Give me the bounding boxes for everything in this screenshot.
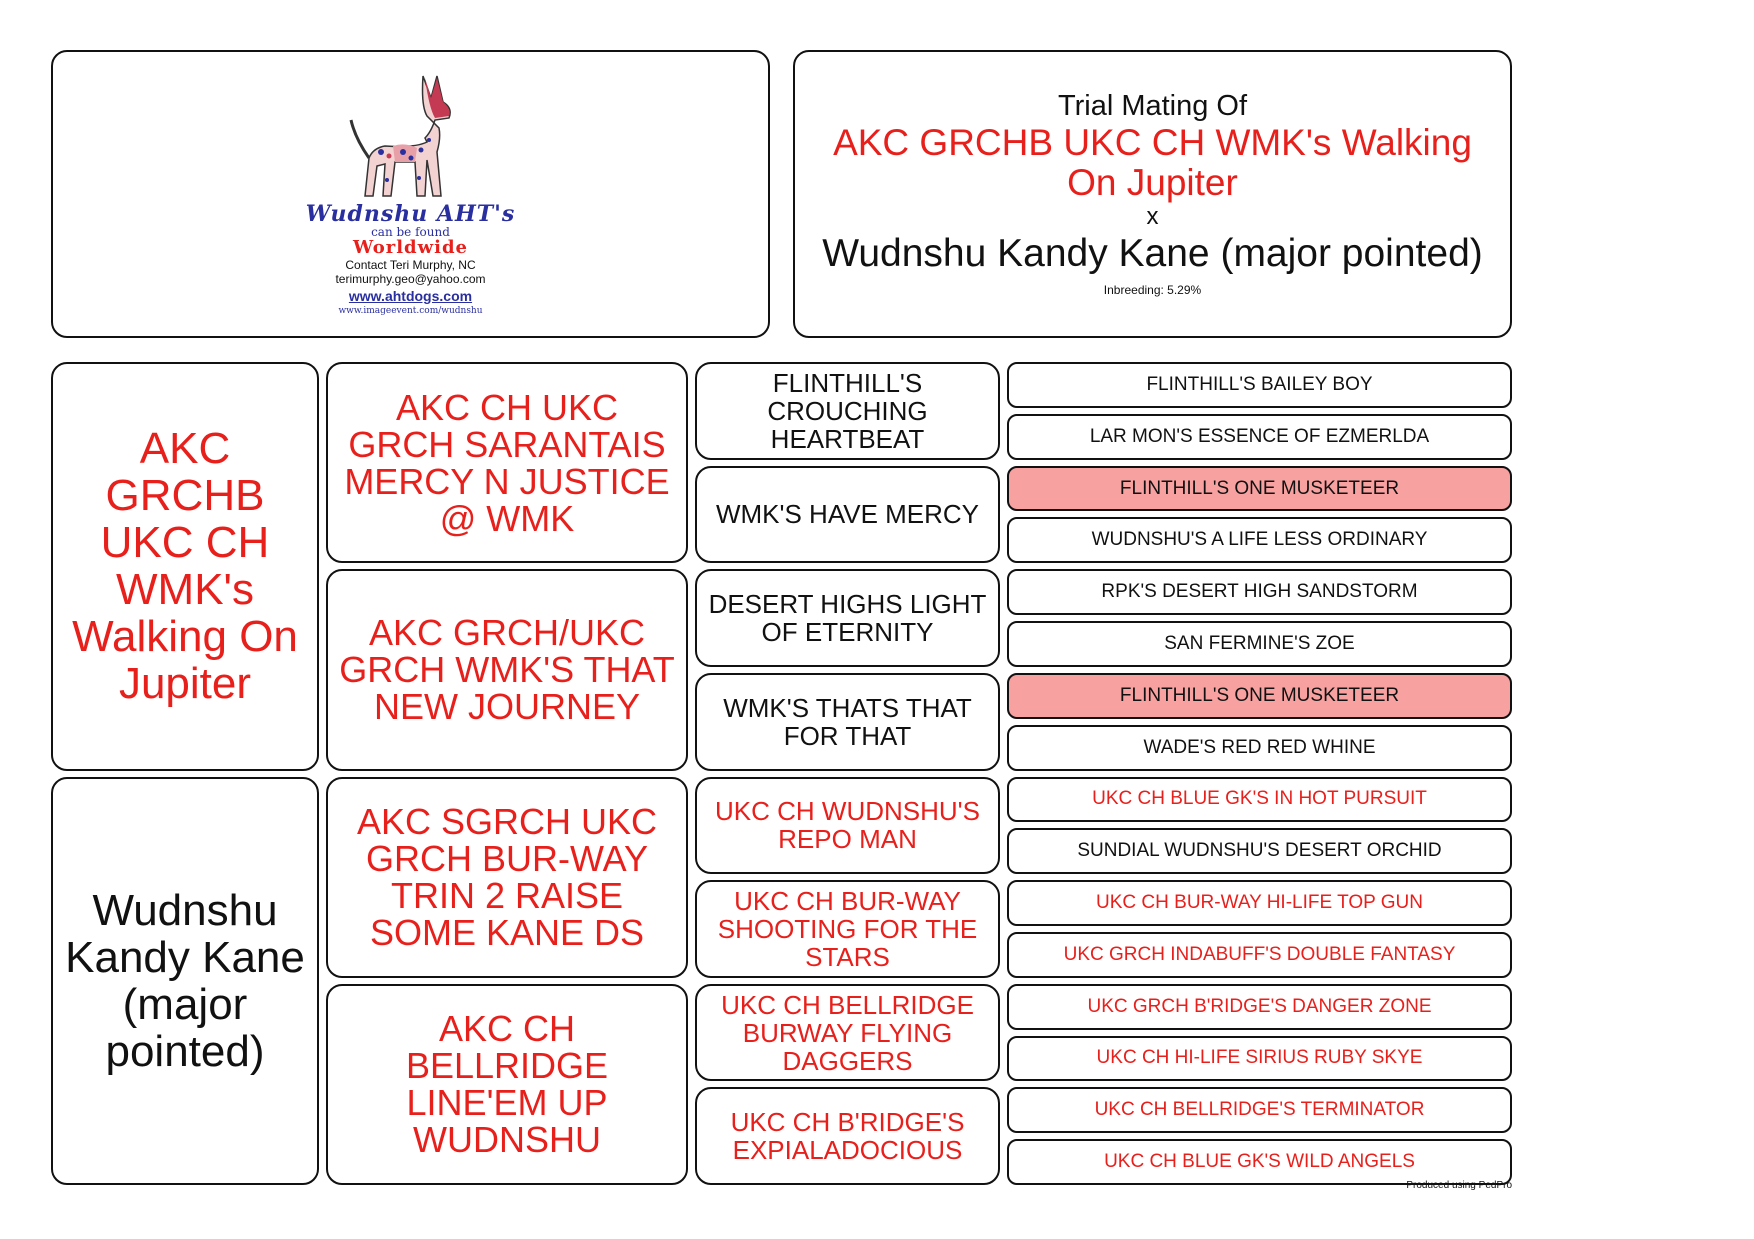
gen2-dog-name: AKC CH BELLRIDGE LINE'EM UP WUDNSHU bbox=[405, 1008, 609, 1161]
logo-website-link[interactable]: www.ahtdogs.com bbox=[348, 287, 473, 304]
gen1-dog-name: Wudnshu Kandy Kane (major pointed) bbox=[65, 885, 305, 1076]
gen4-dog-name: FLINTHILL'S ONE MUSKETEER bbox=[1119, 477, 1400, 499]
title-sire: AKC GRCHB UKC CH WMK's Walking On Jupiter bbox=[833, 122, 1472, 203]
kennel-logo bbox=[306, 68, 516, 317]
gen4-dog-box bbox=[1007, 1087, 1512, 1133]
logo-tagline: can be found bbox=[371, 224, 450, 239]
footer-credit: Produced using PedPro bbox=[1406, 1180, 1512, 1191]
dog-illustration bbox=[345, 68, 475, 208]
gen2-dog-name: AKC SGRCH UKC GRCH BUR-WAY TRIN 2 RAISE SOME KANE DS bbox=[356, 801, 658, 954]
gen4-dog-name: UKC CH HI-LIFE SIRIUS RUBY SKYE bbox=[1096, 1047, 1423, 1069]
gen4-dog-name: UKC CH BELLRIDGE'S TERMINATOR bbox=[1094, 1099, 1425, 1121]
gen4-dog-box bbox=[1007, 1139, 1512, 1185]
gen4-dog-name: UKC CH BLUE GK'S WILD ANGELS bbox=[1104, 1151, 1415, 1173]
gen4-dog-box bbox=[1007, 673, 1512, 719]
title-panel bbox=[793, 50, 1512, 338]
gen4-dog-box bbox=[1007, 777, 1512, 823]
gen4-dog-box bbox=[1007, 984, 1512, 1030]
gen4-dog-name: UKC CH BLUE GK'S IN HOT PURSUIT bbox=[1092, 788, 1427, 810]
gen3-dog-box bbox=[695, 466, 1000, 564]
gen4-dog-name: SAN FERMINE'S ZOE bbox=[1164, 632, 1355, 654]
gen1-dog-box bbox=[51, 777, 319, 1186]
gen3-dog-name: UKC CH B'RIDGE'S EXPIALADOCIOUS bbox=[730, 1107, 965, 1166]
title-prefix: Trial Mating Of bbox=[1057, 90, 1248, 122]
gen4-dog-box bbox=[1007, 569, 1512, 615]
gen4-dog-box bbox=[1007, 414, 1512, 460]
gen1-dog-box bbox=[51, 362, 319, 771]
gen3-dog-box bbox=[695, 1087, 1000, 1185]
logo-worldwide: Worldwide bbox=[352, 236, 468, 258]
logo-email: terimurphy.geo@yahoo.com bbox=[335, 271, 486, 286]
gen3-dog-box bbox=[695, 362, 1000, 460]
inbreeding-coefficient: Inbreeding: 5.29% bbox=[1103, 283, 1202, 297]
gen3-dog-name: WMK'S HAVE MERCY bbox=[715, 499, 980, 530]
gen2-dog-box bbox=[326, 984, 688, 1185]
gen4-dog-name: FLINTHILL'S BAILEY BOY bbox=[1146, 373, 1373, 395]
title-dam: Wudnshu Kandy Kane (major pointed) bbox=[822, 232, 1483, 275]
gen4-dog-name: RPK'S DESERT HIGH SANDSTORM bbox=[1101, 581, 1418, 603]
gen4-dog-box bbox=[1007, 621, 1512, 667]
title-cross: x bbox=[1146, 203, 1159, 230]
gen4-dog-box bbox=[1007, 466, 1512, 512]
gen4-dog-name: LAR MON'S ESSENCE OF EZMERLDA bbox=[1089, 425, 1430, 447]
gen4-dog-box bbox=[1007, 725, 1512, 771]
gen3-dog-name: DESERT HIGHS LIGHT OF ETERNITY bbox=[708, 589, 987, 648]
logo-contact: Contact Teri Murphy, NC bbox=[345, 257, 476, 272]
gen4-dog-box bbox=[1007, 880, 1512, 926]
gen4-dog-name: SUNDIAL WUDNSHU'S DESERT ORCHID bbox=[1077, 840, 1442, 862]
gen3-dog-name: WMK'S THATS THAT FOR THAT bbox=[723, 692, 972, 751]
gen3-dog-name: UKC CH BELLRIDGE BURWAY FLYING DAGGERS bbox=[721, 989, 974, 1076]
gen2-dog-box bbox=[326, 569, 688, 770]
logo-panel bbox=[51, 50, 770, 338]
gen4-dog-name: WADE'S RED RED WHINE bbox=[1143, 736, 1376, 758]
gen2-dog-name: AKC GRCH/UKC GRCH WMK'S THAT NEW JOURNEY bbox=[339, 612, 675, 728]
gen4-dog-name: UKC GRCH INDABUFF'S DOUBLE FANTASY bbox=[1063, 943, 1456, 965]
gen3-dog-name: FLINTHILL'S CROUCHING HEARTBEAT bbox=[767, 367, 928, 454]
gen3-dog-box bbox=[695, 569, 1000, 667]
gen3-dog-box bbox=[695, 880, 1000, 978]
gen3-dog-box bbox=[695, 984, 1000, 1082]
gen4-dog-name: WUDNSHU'S A LIFE LESS ORDINARY bbox=[1091, 529, 1428, 551]
gen4-dog-box bbox=[1007, 828, 1512, 874]
gen4-dog-name: UKC CH BUR-WAY HI-LIFE TOP GUN bbox=[1096, 892, 1423, 914]
gen1-dog-name: AKC GRCHB UKC CH WMK's Walking On Jupiter bbox=[72, 424, 298, 709]
gen3-dog-box bbox=[695, 673, 1000, 771]
gen2-dog-box bbox=[326, 777, 688, 978]
gen3-dog-name: UKC CH BUR-WAY SHOOTING FOR THE STARS bbox=[717, 885, 978, 972]
gen4-dog-name: FLINTHILL'S ONE MUSKETEER bbox=[1119, 684, 1400, 706]
gen3-dog-box bbox=[695, 777, 1000, 875]
gen4-dog-box bbox=[1007, 1036, 1512, 1082]
gen4-dog-box bbox=[1007, 932, 1512, 978]
gen2-dog-name: AKC CH UKC GRCH SARANTAIS MERCY N JUSTICE @ WMK bbox=[344, 386, 670, 539]
logo-website-link-2[interactable]: www.imageevent.com/wudnshu bbox=[338, 305, 483, 316]
kennel-name: Wudnshu AHT's bbox=[305, 200, 516, 227]
gen4-dog-box bbox=[1007, 517, 1512, 563]
gen2-dog-box bbox=[326, 362, 688, 563]
gen4-dog-box bbox=[1007, 362, 1512, 408]
gen3-dog-name: UKC CH WUDNSHU'S REPO MAN bbox=[715, 796, 980, 855]
gen4-dog-name: UKC GRCH B'RIDGE'S DANGER ZONE bbox=[1087, 995, 1432, 1017]
